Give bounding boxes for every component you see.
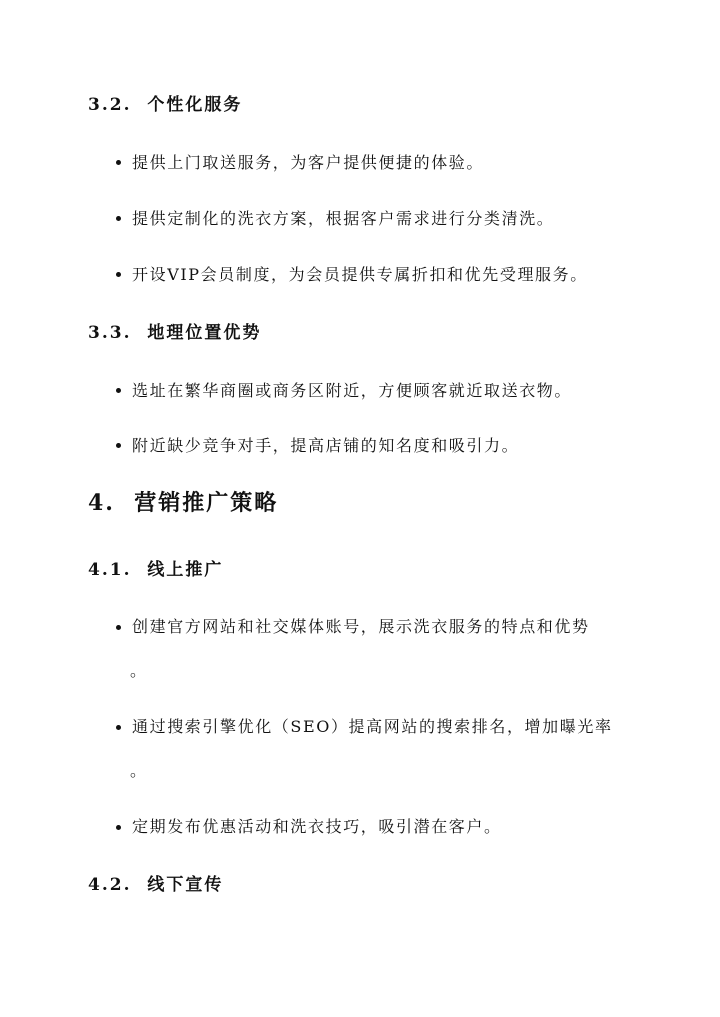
bullet-text: 提供上门取送服务，为客户提供便捷的体验。 <box>132 153 485 172</box>
bullet-dot <box>116 160 121 165</box>
bullet-dot <box>116 272 121 277</box>
bullet-text-continuation: 。 <box>130 761 147 780</box>
bullet-dot <box>116 388 121 393</box>
bullet-dot <box>116 216 121 221</box>
section-heading-4-1: 4.1. 线上推广 <box>88 560 224 580</box>
section-heading-3-2: 3.2. 个性化服务 <box>88 95 243 115</box>
section-heading-4-2: 4.2. 线下宣传 <box>88 875 224 895</box>
section-heading-3-3: 3.3. 地理位置优势 <box>88 323 262 343</box>
bullet-text: 选址在繁华商圈或商务区附近，方便顾客就近取送衣物。 <box>132 381 573 400</box>
bullet-text: 定期发布优惠活动和洗衣技巧，吸引潜在客户。 <box>132 817 502 836</box>
bullet-dot <box>116 825 121 830</box>
bullet-text: 通过搜索引擎优化（SEO）提高网站的搜索排名，增加曝光率 <box>132 717 613 736</box>
bullet-text: 开设VIP会员制度，为会员提供专属折扣和优先受理服务。 <box>132 265 588 284</box>
bullet-dot <box>116 625 121 630</box>
bullet-text: 附近缺少竞争对手，提高店铺的知名度和吸引力。 <box>132 436 520 455</box>
bullet-dot <box>116 443 121 448</box>
chapter-heading-4: 4. 营销推广策略 <box>88 490 279 516</box>
bullet-text: 提供定制化的洗衣方案，根据客户需求进行分类清洗。 <box>132 209 555 228</box>
bullet-text: 创建官方网站和社交媒体账号，展示洗衣服务的特点和优势 <box>132 617 590 636</box>
bullet-text-continuation: 。 <box>130 661 147 680</box>
bullet-dot <box>116 725 121 730</box>
